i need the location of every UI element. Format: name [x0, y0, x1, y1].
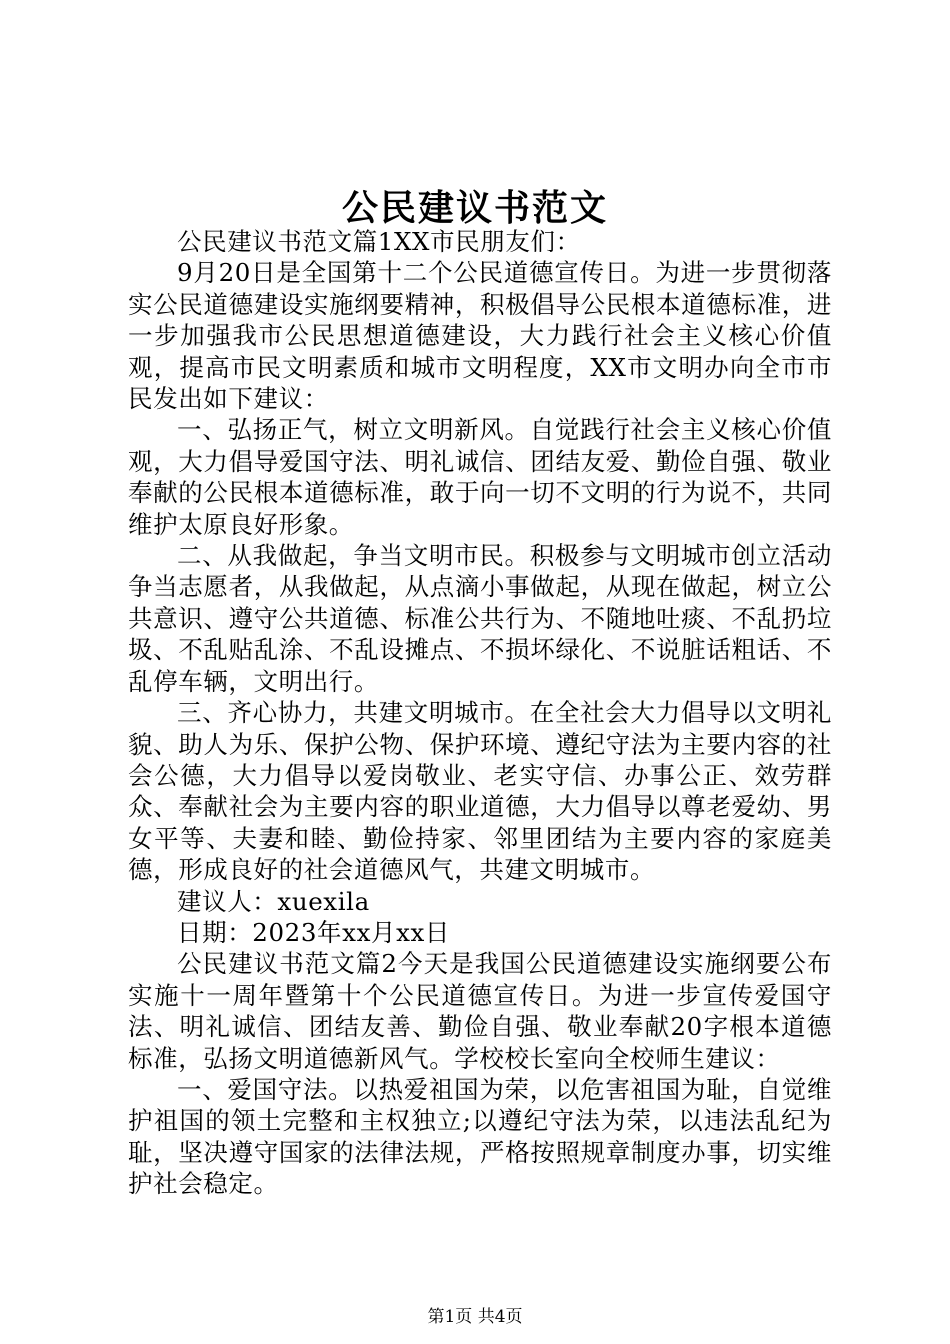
paragraph-date: 日期：2023年xx月xx日 [177, 917, 451, 947]
paragraph-point-3: 三、齐心协力，共建文明城市。在全社会大力倡导以文明礼貌、助人为乐、保护公物、保护环境、遵纪守法为主要内容的社会公德，大力倡导以爱岗敬业、老实守信、办事公正、效劳群众、奉献社会为主要内容的职业道德，大力倡导以尊老爱幼、男女平等、夫妻和睦、勤俭持家、邻里团结为主要内容的家庭美德，形成良好的社会道德风气，共建文明城市。 [128, 698, 832, 885]
paragraph-background: 9月20日是全国第十二个公民道德宣传日。为进一步贯彻落实公民道德建设实施纲要精神，积极倡导公民根本道德标准，进一步加强我市公民思想道德建设，大力践行社会主义核心价值观，提高市民文明素质和城市文明程度，XX市文明办向全市市民发出如下建议： [128, 258, 832, 414]
paragraph-sample-2-intro: 公民建议书范文篇2今天是我国公民道德建设实施纲要公布实施十一周年暨第十个公民道德宣传日。为进一步宣传爱国守法、明礼诚信、团结友善、勤俭自强、敬业奉献20字根本道德标准，弘扬文明道德新风气。学校校长室向全校师生建议： [128, 949, 832, 1073]
paragraph-intro: 公民建议书范文篇1XX市民朋友们： [177, 227, 581, 256]
document-body [128, 226, 832, 1200]
paragraph-point-1: 一、弘扬正气，树立文明新风。自觉践行社会主义核心价值观，大力倡导爱国守法、明礼诚信、团结友爱、勤俭自强、敬业奉献的公民根本道德标准，敢于向一切不文明的行为说不，共同维护太原良好形象。 [128, 415, 832, 539]
paragraph-proposer: 建议人：xuexila [177, 886, 370, 916]
paragraph-point-2: 二、从我做起，争当文明市民。积极参与文明城市创立活动争当志愿者，从我做起，从点滴小事做起，从现在做起，树立公共意识、遵守公共道德、标准公共行为、不随地吐痰、不乱扔垃圾、不乱贴乱涂、不乱设摊点、不损坏绿化、不说脏话粗话、不乱停车辆，文明出行。 [128, 541, 832, 696]
page-number-footer: 第1页 共4页 [427, 1307, 523, 1327]
paragraph-sample-2-point-1: 一、爱国守法。以热爱祖国为荣，以危害祖国为耻，自觉维护祖国的领土完整和主权独立;以遵纪守法为荣，以违法乱纪为耻，坚决遵守国家的法律法规，严格按照规章制度办事，切实维护社会稳定。 [128, 1074, 832, 1199]
document-title: 公民建议书范文 [341, 187, 608, 229]
